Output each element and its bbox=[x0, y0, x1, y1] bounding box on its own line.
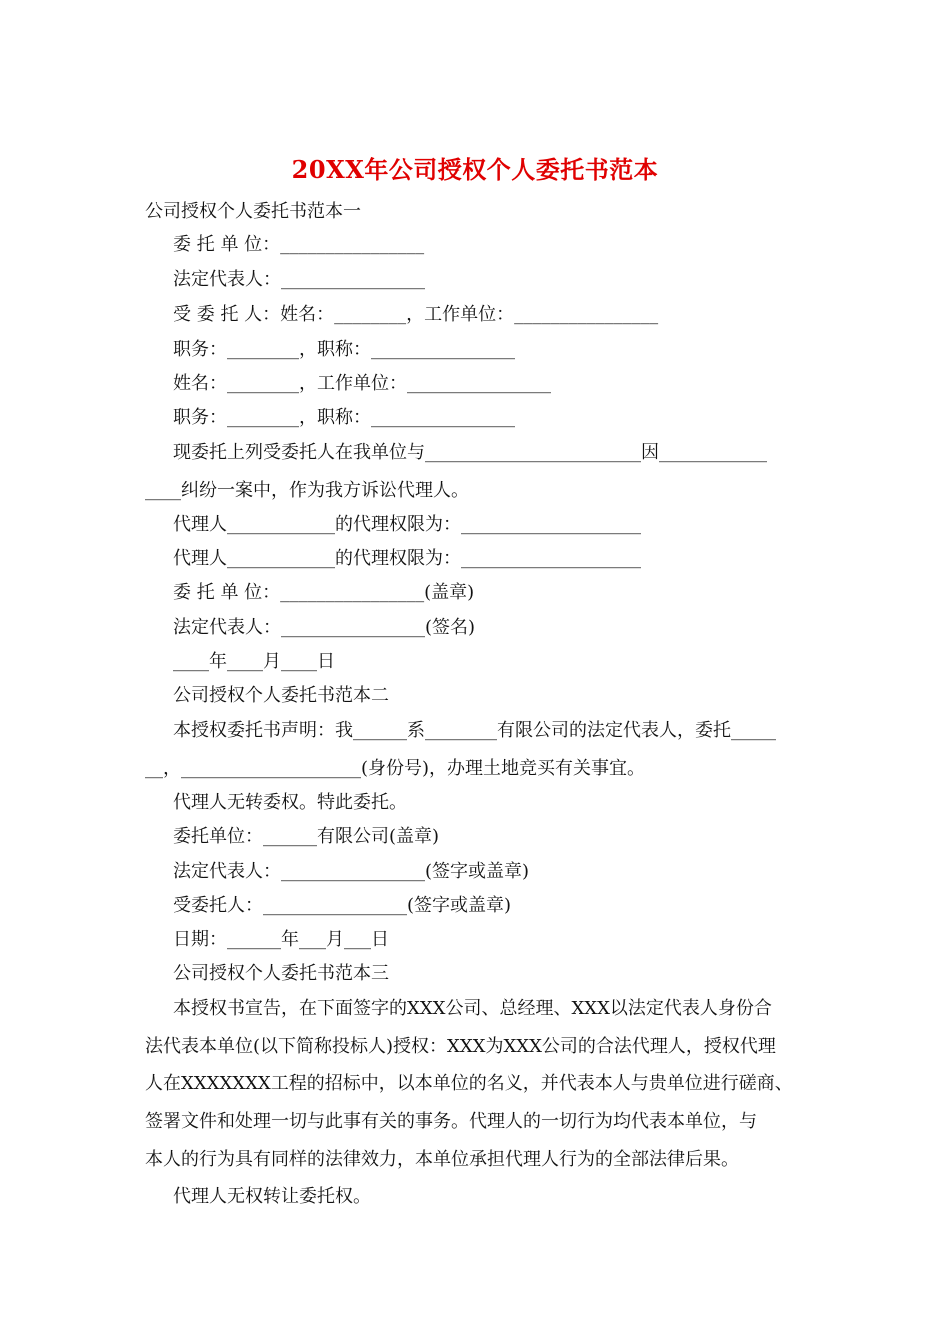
text-line: 委托单位：______有限公司(盖章) bbox=[173, 826, 440, 847]
text-line: 人在XXXXXXX工程的招标中，以本单位的名义，并代表本人与贵单位进行磋商、 bbox=[145, 1073, 793, 1094]
text-line: 受 委 托 人：姓名：________，工作单位：________________ bbox=[173, 304, 659, 325]
section-heading-3: 公司授权个人委托书范本三 bbox=[173, 963, 389, 984]
text-line: ____纠纷一案中，作为我方诉讼代理人。 bbox=[145, 480, 469, 501]
text-line: 法代表本单位(以下简称投标人)授权：XXX为XXX公司的合法代理人，授权代理 bbox=[145, 1036, 776, 1057]
text-line: 委 托 单 位：________________(盖章) bbox=[173, 582, 475, 603]
text-line: 代理人____________的代理权限为：____________________ bbox=[173, 548, 641, 569]
text-line: 职务：________，职称：________________ bbox=[173, 339, 515, 360]
text-line: __，____________________(身份号)，办理土地竞买有关事宜。 bbox=[145, 758, 646, 779]
text-line: 本授权书宣告，在下面签字的XXX公司、总经理、XXX以法定代表人身份合 bbox=[173, 998, 772, 1019]
text-line: 本人的行为具有同样的法律效力，本单位承担代理人行为的全部法律后果。 bbox=[145, 1149, 739, 1170]
text-line: 法定代表人：________________ bbox=[173, 269, 425, 290]
text-line: 现委托上列受委托人在我单位与________________________因____________ bbox=[173, 442, 767, 463]
text-line: 法定代表人：________________(签字或盖章) bbox=[173, 861, 530, 882]
text-line: ____年____月____日 bbox=[173, 651, 335, 672]
text-line: 职务：________，职称：________________ bbox=[173, 407, 515, 428]
text-line: 委 托 单 位：________________ bbox=[173, 234, 425, 255]
section-heading-1: 公司授权个人委托书范本一 bbox=[145, 201, 361, 222]
text-line: 签署文件和处理一切与此事有关的事务。代理人的一切行为均代表本单位，与 bbox=[145, 1111, 757, 1132]
text-line: 受委托人：________________(签字或盖章) bbox=[173, 895, 512, 916]
section-heading-2: 公司授权个人委托书范本二 bbox=[173, 685, 389, 706]
document-title: 20XX年公司授权个人委托书范本 bbox=[291, 155, 659, 184]
text-line: 法定代表人：________________(签名) bbox=[173, 617, 476, 638]
text-line: 代理人____________的代理权限为：____________________ bbox=[173, 514, 641, 535]
text-line: 代理人无权转让委托权。 bbox=[173, 1186, 371, 1207]
text-line: 代理人无转委权。特此委托。 bbox=[173, 792, 407, 813]
text-line: 姓名：________，工作单位：________________ bbox=[173, 373, 551, 394]
text-line: 本授权委托书声明：我______系________有限公司的法定代表人，委托_____ bbox=[173, 720, 776, 741]
text-line: 日期：______年___月___日 bbox=[173, 929, 389, 950]
